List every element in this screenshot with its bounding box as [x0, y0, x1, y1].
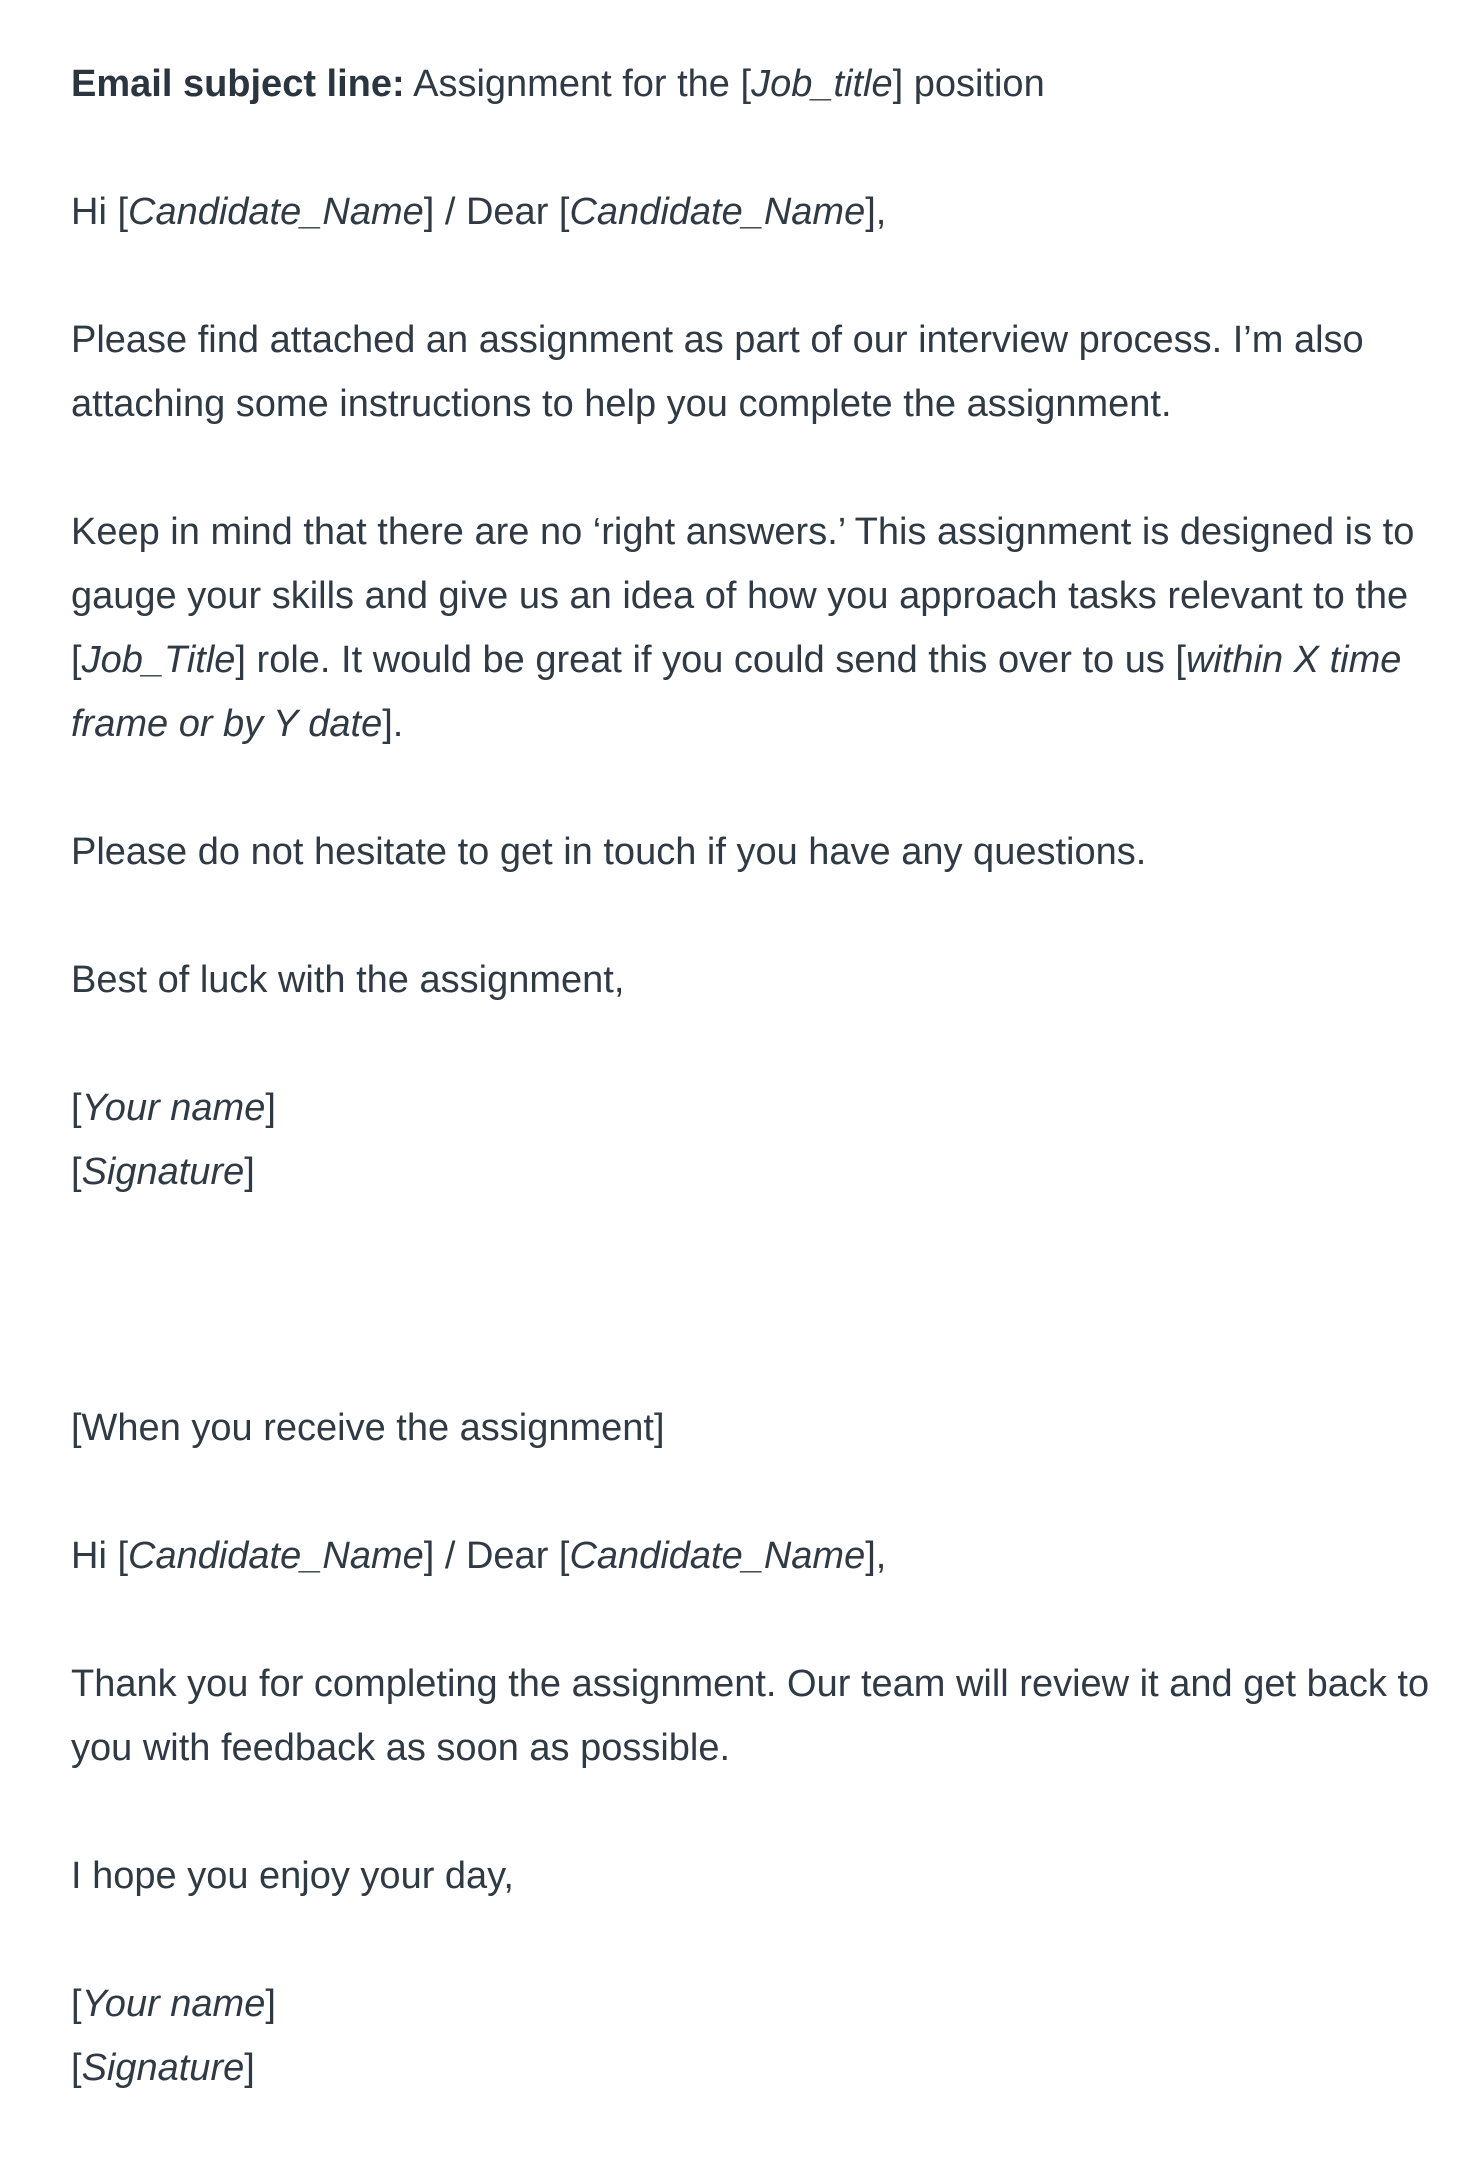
- greeting-candidate-name-2: Candidate_Name: [569, 1535, 866, 1577]
- subject-line: [71, 52, 1045, 116]
- closing-line: Best of luck with the assignment,: [71, 959, 625, 1001]
- subject-text-pre: Assignment for the [: [404, 63, 752, 105]
- para2-end: ].: [382, 703, 404, 745]
- greeting-candidate-name-2: Candidate_Name: [569, 191, 866, 233]
- bracket-open: [: [71, 1983, 82, 2025]
- your-name-text: Your name: [81, 1087, 266, 1129]
- email2-signature-placeholder: [71, 2036, 255, 2100]
- para2-line2: gauge your skills and give us an idea of how you approach tasks relevant to the: [71, 575, 1409, 617]
- bracket-open: [: [71, 1151, 82, 1193]
- signature-text: Signature: [81, 1151, 245, 1193]
- para2-bracket-open: [: [71, 639, 82, 681]
- greeting-dear: ] / Dear [: [423, 1535, 570, 1577]
- greeting-line: [71, 180, 886, 244]
- subject-text-post: ] position: [892, 63, 1045, 105]
- greeting-hi: Hi [: [71, 191, 128, 233]
- greeting-hi: Hi [: [71, 1535, 128, 1577]
- greeting-candidate-name-1: Candidate_Name: [128, 191, 424, 233]
- bracket-close: ]: [244, 2047, 255, 2089]
- email2-para1-line2: you with feedback as soon as possible.: [71, 1727, 731, 1769]
- para2-timeframe-part2: frame or by Y date: [71, 703, 383, 745]
- subject-job-title: Job_title: [751, 63, 893, 105]
- your-name-text: Your name: [81, 1983, 266, 2025]
- bracket-open: [: [71, 1087, 82, 1129]
- para1-line2: attaching some instructions to help you complete the assignment.: [71, 383, 1172, 425]
- your-name-placeholder: [71, 1076, 276, 1140]
- greeting-candidate-name-1: Candidate_Name: [128, 1535, 424, 1577]
- para2-line4: [71, 692, 403, 756]
- bracket-close: ]: [265, 1087, 276, 1129]
- signature-placeholder: [71, 1140, 255, 1204]
- greeting-end: ],: [865, 191, 887, 233]
- para3: Please do not hesitate to get in touch if you have any questions.: [71, 831, 1147, 873]
- greeting-dear: ] / Dear [: [423, 191, 570, 233]
- para2-line3-text: ] role. It would be great if you could send this over to us [: [235, 639, 1186, 681]
- para2-line1: Keep in mind that there are no ‘right answers.’ This assignment is designed is to: [71, 511, 1415, 553]
- email2-para1-line1: Thank you for completing the assignment. Our team will review it and get back to: [71, 1663, 1430, 1705]
- email2-header: [When you receive the assignment]: [71, 1407, 665, 1449]
- email2-closing-line: I hope you enjoy your day,: [71, 1855, 514, 1897]
- bracket-close: ]: [244, 1151, 255, 1193]
- greeting-end: ],: [865, 1535, 887, 1577]
- email2-greeting-line: [71, 1524, 886, 1588]
- subject-label: Email subject line:: [71, 63, 405, 105]
- email2-your-name-placeholder: [71, 1972, 276, 2036]
- para2-timeframe-part1: within X time: [1185, 639, 1402, 681]
- bracket-close: ]: [265, 1983, 276, 2025]
- bracket-open: [: [71, 2047, 82, 2089]
- signature-text: Signature: [81, 2047, 245, 2089]
- para2-job-title: Job_Title: [81, 639, 236, 681]
- para1-line1: Please find attached an assignment as part of our interview process. I’m also: [71, 319, 1364, 361]
- para2-line3: [71, 628, 1401, 692]
